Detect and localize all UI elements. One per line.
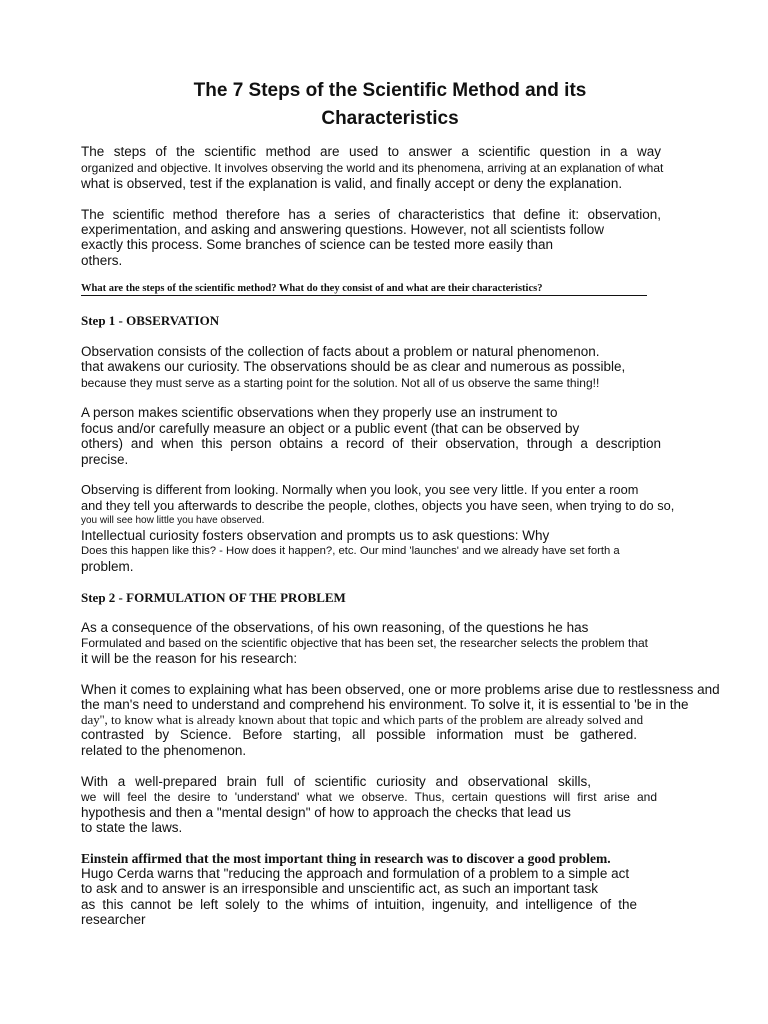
step-1-paragraph-3-line-3: you will see how little you have observed. (81, 515, 265, 526)
step-2-paragraph-3-line-1: With a well-prepared brain full of scientific curiosity and observational skills, (81, 774, 591, 789)
step-2-paragraph-3-line-4: to state the laws. (81, 820, 183, 835)
step-1-paragraph-1-line-3: because they must serve as a starting point for the solution. Not all of us observe the same thing!! (81, 376, 600, 390)
section-question: What are the steps of the scientific method? What do they consist of and what are their characteristics? (81, 283, 543, 294)
step-1-paragraph-4-line-1: Intellectual curiosity fosters observation and prompts us to ask questions: Why (81, 528, 550, 543)
step-1-paragraph-2-line-2: focus and/or carefully measure an object or a public event (that can be observed by (81, 421, 580, 436)
step-1-paragraph-4-line-3: problem. (81, 559, 134, 574)
step-1-paragraph-2-line-4: precise. (81, 452, 129, 467)
step-1-paragraph-2-line-3: others) and when this person obtains a record of their observation, through a description (81, 436, 661, 451)
question-underline-rule (81, 295, 647, 296)
step-2-paragraph-2-line-4: contrasted by Science. Before starting, all possible information must be gathered. (81, 727, 637, 742)
step-2-paragraph-1-line-2: Formulated and based on the scientific objective that has been set, the researcher selects the problem that (81, 636, 648, 650)
step-2-paragraph-2-line-5: related to the phenomenon. (81, 743, 247, 758)
step-2-paragraph-2-line-3: day'', to know what is already known about that topic and which parts of the problem are already solved and (81, 712, 644, 727)
intro-paragraph-2-line-4: others. (81, 253, 123, 268)
document-title-line-1: The 7 Steps of the Scientific Method and its (193, 80, 587, 101)
step-1-paragraph-3-line-1: Observing is different from looking. Normally when you look, you see very little. If you enter a room (81, 482, 639, 497)
step-1-paragraph-3-line-2: and they tell you afterwards to describe the people, clothes, objects you have seen, when trying to do so, (81, 498, 675, 513)
step-1-paragraph-2-line-1: A person makes scientific observations when they properly use an instrument to (81, 405, 558, 420)
document-title-line-2: Characteristics (321, 108, 459, 129)
step-2-paragraph-4-line-4: researcher (81, 912, 146, 927)
step-2-heading: Step 2 - FORMULATION OF THE PROBLEM (81, 590, 346, 605)
step-1-paragraph-4-line-2: Does this happen like this? - How does it happen?, etc. Our mind 'launches' and we already have set forth a (81, 545, 620, 557)
intro-paragraph-2-line-2: experimentation, and asking and answering questions. However, not all scientists follow (81, 222, 605, 237)
step-2-paragraph-2-line-1: When it comes to explaining what has been observed, one or more problems arise due to restlessness and (81, 682, 720, 697)
intro-paragraph-2-line-1: The scientific method therefore has a series of characteristics that define it: observation, (81, 207, 661, 222)
step-1-paragraph-1-line-1: Observation consists of the collection of facts about a problem or natural phenomenon. (81, 344, 600, 359)
step-2-paragraph-3-line-2: we will feel the desire to 'understand' what we observe. Thus, certain questions will first arise and (81, 790, 657, 804)
intro-paragraph-1-line-1: The steps of the scientific method are used to answer a scientific question in a way (81, 144, 661, 159)
einstein-statement: Einstein affirmed that the most important thing in research was to discover a good problem. (81, 851, 611, 866)
step-2-paragraph-4-line-3: as this cannot be left solely to the whims of intuition, ingenuity, and intelligence of the (81, 897, 637, 912)
intro-paragraph-1-line-2: organized and objective. It involves observing the world and its phenomena, arriving at an explanation of what (81, 161, 664, 175)
step-2-paragraph-4-line-1: Hugo Cerda warns that "reducing the approach and formulation of a problem to a simple act (81, 866, 630, 881)
intro-paragraph-2-line-3: exactly this process. Some branches of science can be tested more easily than (81, 237, 553, 252)
step-2-paragraph-2-line-2: the man's need to understand and comprehend his environment. To solve it, it is essential to 'be in the (81, 697, 689, 712)
step-2-paragraph-3-line-3: hypothesis and then a "mental design" of how to approach the checks that lead us (81, 805, 571, 820)
step-2-paragraph-1-line-3: it will be the reason for his research: (81, 651, 298, 666)
step-2-paragraph-1-line-1: As a consequence of the observations, of his own reasoning, of the questions he has (81, 620, 589, 635)
intro-paragraph-1-line-3: what is observed, test if the explanation is valid, and finally accept or deny the explanation. (81, 176, 623, 191)
step-2-paragraph-4-line-2: to ask and to answer is an irresponsible and unscientific act, as such an important task (81, 881, 599, 896)
step-1-heading: Step 1 - OBSERVATION (81, 313, 220, 328)
step-1-paragraph-1-line-2: that awakens our curiosity. The observations should be as clear and numerous as possible, (81, 359, 626, 374)
